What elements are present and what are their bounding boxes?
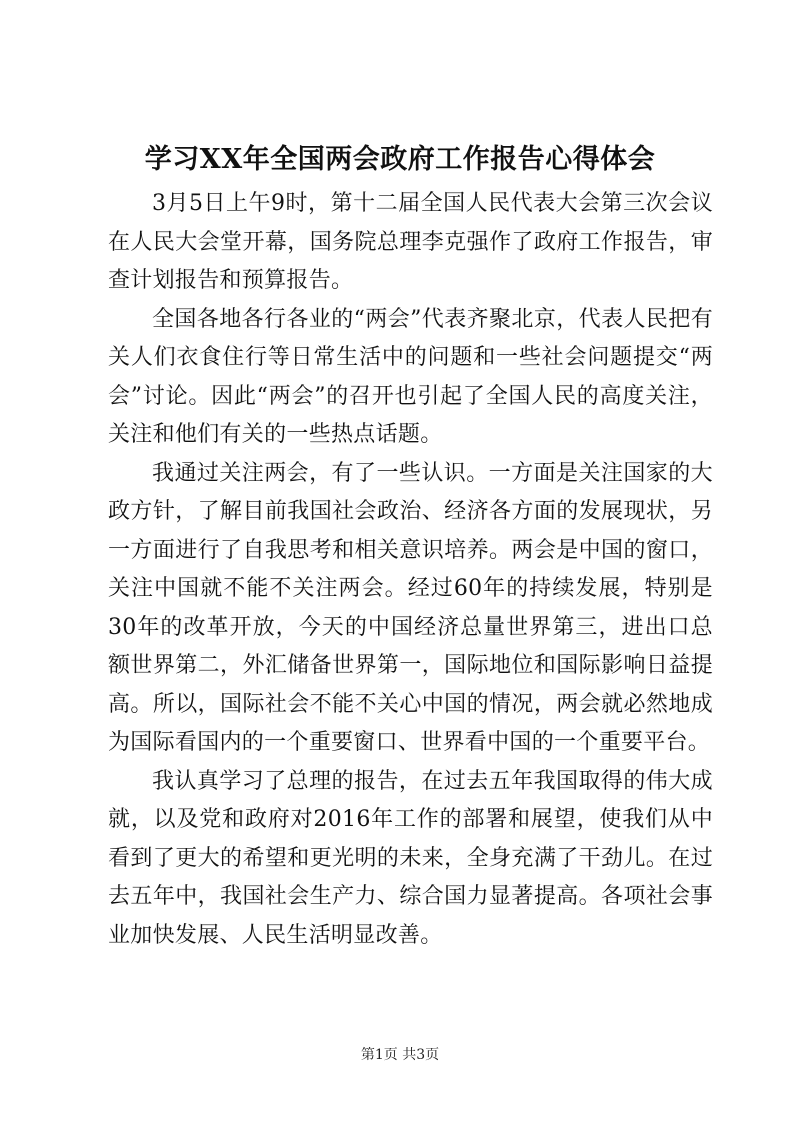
paragraph-2: 全国各地各行各业的“两会”代表齐聚北京，代表人民把有关人们衣食住行等日常生活中的问题和一些社会问题提交“两会”讨论。因此“两会”的召开也引起了全国人民的高度关注，关注和他们有关的一些热点话题。 <box>108 306 713 447</box>
document-title: 学习XX年全国两会政府工作报告心得体会 <box>144 144 656 175</box>
document-body <box>108 185 713 955</box>
paragraph-3: 我通过关注两会，有了一些认识。一方面是关注国家的大政方针，了解目前我国社会政治、经济各方面的发展现状，另一方面进行了自我思考和相关意识培养。两会是中国的窗口，关注中国就不能不关注两会。经过60年的持续发展，特别是30年的改革开放，今天的中国经济总量世界第三，进出口总额世界第二，外汇储备世界第一，国际地位和国际影响日益提高。所以，国际社会不能不关心中国的情况，两会就必然地成为国际看国内的一个重要窗口、世界看中国的一个重要平台。 <box>108 460 713 755</box>
paragraph-1: 3月5日上午9时，第十二届全国人民代表大会第三次会议在人民大会堂开幕，国务院总理李克强作了政府工作报告，审查计划报告和预算报告。 <box>108 191 713 293</box>
page-number-footer: 第1页 共3页 <box>360 1047 440 1063</box>
paragraph-4: 我认真学习了总理的报告，在过去五年我国取得的伟大成就，以及党和政府对2016年工作的部署和展望，使我们从中看到了更大的希望和更光明的未来，全身充满了干劲儿。在过去五年中，我国社会生产力、综合国力显著提高。各项社会事业加快发展、人民生活明显改善。 <box>108 768 713 948</box>
